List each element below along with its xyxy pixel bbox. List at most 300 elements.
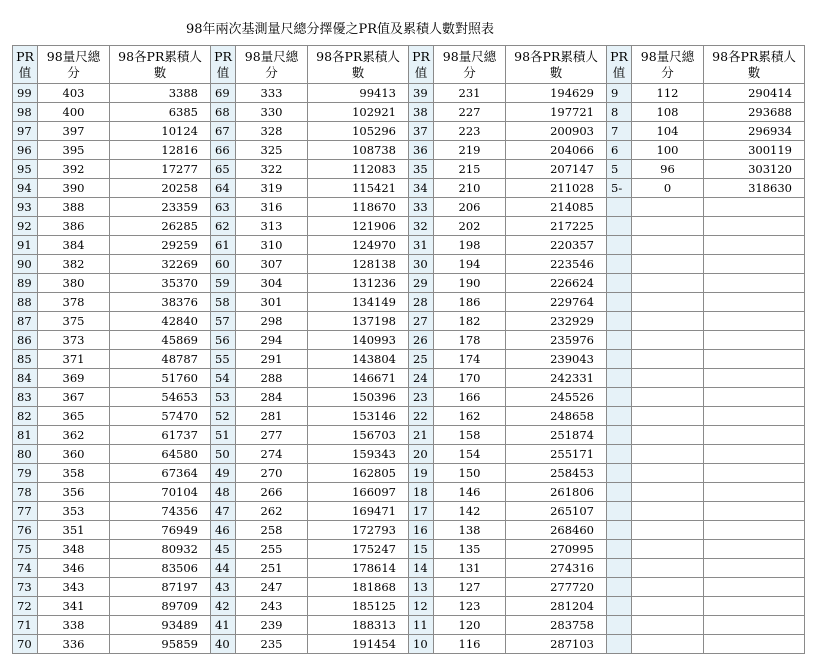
cumulative-cell: 293688 [704,103,805,122]
score-cell: 328 [236,122,308,141]
score-cell [632,388,704,407]
score-cell: 348 [38,540,110,559]
score-cell: 255 [236,540,308,559]
score-cell: 174 [434,350,506,369]
score-cell: 400 [38,103,110,122]
header-pr: PR 值 [13,46,38,84]
pr-cell [607,616,632,635]
score-cell: 304 [236,274,308,293]
pr-cell: 70 [13,635,38,654]
pr-cell: 58 [211,293,236,312]
score-cell: 384 [38,236,110,255]
cumulative-cell: 200903 [506,122,607,141]
page-title: 98年兩次基測量尺總分擇優之PR值及累積人數對照表 [185,22,495,37]
pr-cell: 48 [211,483,236,502]
cumulative-cell: 217225 [506,217,607,236]
cumulative-cell: 112083 [308,160,409,179]
cumulative-cell: 175247 [308,540,409,559]
cumulative-cell: 57470 [110,407,211,426]
pr-cell: 78 [13,483,38,502]
score-cell: 281 [236,407,308,426]
cumulative-cell: 51760 [110,369,211,388]
cumulative-cell: 70104 [110,483,211,502]
score-cell: 343 [38,578,110,597]
pr-cell [607,464,632,483]
cumulative-cell [704,597,805,616]
score-cell [632,559,704,578]
cumulative-cell: 38376 [110,293,211,312]
pr-cell: 6 [607,141,632,160]
score-cell: 142 [434,502,506,521]
score-cell: 120 [434,616,506,635]
pr-cell [607,369,632,388]
cumulative-cell [704,635,805,654]
pr-cell: 89 [13,274,38,293]
score-cell: 235 [236,635,308,654]
score-cell [632,293,704,312]
score-cell [632,616,704,635]
cumulative-cell: 89709 [110,597,211,616]
table-row [13,160,805,179]
cumulative-cell: 204066 [506,141,607,160]
score-cell: 223 [434,122,506,141]
pr-cell: 47 [211,502,236,521]
cumulative-cell: 220357 [506,236,607,255]
cumulative-cell: 102921 [308,103,409,122]
score-cell: 371 [38,350,110,369]
pr-cell: 32 [409,217,434,236]
score-cell [632,483,704,502]
cumulative-cell [704,445,805,464]
score-cell: 390 [38,179,110,198]
cumulative-cell: 283758 [506,616,607,635]
score-cell: 360 [38,445,110,464]
pr-cell: 65 [211,160,236,179]
pr-cell: 17 [409,502,434,521]
score-cell: 356 [38,483,110,502]
cumulative-cell: 42840 [110,312,211,331]
score-cell [632,464,704,483]
pr-cell: 10 [409,635,434,654]
pr-cell: 43 [211,578,236,597]
pr-cell: 85 [13,350,38,369]
cumulative-cell: 124970 [308,236,409,255]
pr-cell: 77 [13,502,38,521]
cumulative-cell: 172793 [308,521,409,540]
pr-cell [607,293,632,312]
pr-cell: 8 [607,103,632,122]
pr-cell: 55 [211,350,236,369]
cumulative-cell: 146671 [308,369,409,388]
score-cell: 190 [434,274,506,293]
header-pr: PR 值 [409,46,434,84]
pr-cell [607,426,632,445]
score-cell: 158 [434,426,506,445]
pr-cell: 94 [13,179,38,198]
pr-cell: 27 [409,312,434,331]
score-cell: 206 [434,198,506,217]
pr-cell: 79 [13,464,38,483]
score-cell: 123 [434,597,506,616]
table-row [13,198,805,217]
pr-cell: 76 [13,521,38,540]
cumulative-cell: 248658 [506,407,607,426]
cumulative-cell: 48787 [110,350,211,369]
pr-cell: 35 [409,160,434,179]
cumulative-cell [704,312,805,331]
cumulative-cell [704,464,805,483]
cumulative-cell: 300119 [704,141,805,160]
cumulative-cell: 45869 [110,331,211,350]
pr-cell: 39 [409,84,434,103]
pr-cell: 75 [13,540,38,559]
score-cell: 294 [236,331,308,350]
table-row [13,483,805,502]
cumulative-cell [704,521,805,540]
pr-cell: 95 [13,160,38,179]
header-score: 98量尺總 分 [434,46,506,84]
pr-cell: 51 [211,426,236,445]
score-cell [632,217,704,236]
cumulative-cell: 35370 [110,274,211,293]
pr-cell: 38 [409,103,434,122]
score-cell: 247 [236,578,308,597]
cumulative-cell: 162805 [308,464,409,483]
header-score: 98量尺總 分 [38,46,110,84]
cumulative-cell: 235976 [506,331,607,350]
cumulative-cell: 137198 [308,312,409,331]
table-row [13,597,805,616]
header-cum: 98各PR累積人 數 [110,46,211,84]
cumulative-cell: 64580 [110,445,211,464]
pr-cell: 88 [13,293,38,312]
score-cell: 131 [434,559,506,578]
pr-cell: 66 [211,141,236,160]
cumulative-cell [704,578,805,597]
pr-cell: 63 [211,198,236,217]
pr-cell: 30 [409,255,434,274]
header-score: 98量尺總 分 [236,46,308,84]
table-row [13,540,805,559]
score-cell: 154 [434,445,506,464]
cumulative-cell: 6385 [110,103,211,122]
cumulative-cell: 61737 [110,426,211,445]
pr-cell: 12 [409,597,434,616]
pr-cell: 46 [211,521,236,540]
cumulative-cell: 156703 [308,426,409,445]
table-row [13,635,805,654]
cumulative-cell: 134149 [308,293,409,312]
table-row [13,388,805,407]
cumulative-cell: 76949 [110,521,211,540]
pr-cell: 20 [409,445,434,464]
pr-cell: 23 [409,388,434,407]
score-cell: 310 [236,236,308,255]
pr-cell: 9 [607,84,632,103]
pr-cell: 52 [211,407,236,426]
cumulative-cell: 232929 [506,312,607,331]
score-cell [632,540,704,559]
score-cell: 215 [434,160,506,179]
cumulative-cell: 303120 [704,160,805,179]
pr-cell: 50 [211,445,236,464]
pr-cell: 41 [211,616,236,635]
pr-cell: 36 [409,141,434,160]
cumulative-cell [704,502,805,521]
pr-cell: 91 [13,236,38,255]
score-cell [632,274,704,293]
pr-cell: 18 [409,483,434,502]
cumulative-cell [704,369,805,388]
score-cell: 358 [38,464,110,483]
score-cell: 127 [434,578,506,597]
score-cell: 316 [236,198,308,217]
table-row [13,236,805,255]
cumulative-cell: 290414 [704,84,805,103]
score-cell: 0 [632,179,704,198]
score-cell [632,502,704,521]
score-cell: 112 [632,84,704,103]
pr-cell: 54 [211,369,236,388]
score-cell: 100 [632,141,704,160]
pr-cell: 99 [13,84,38,103]
cumulative-cell: 251874 [506,426,607,445]
cumulative-cell [704,407,805,426]
cumulative-cell [704,388,805,407]
table-row [13,274,805,293]
pr-cell: 24 [409,369,434,388]
cumulative-cell [704,255,805,274]
table-row [13,312,805,331]
score-cell: 182 [434,312,506,331]
score-cell: 397 [38,122,110,141]
header-cum: 98各PR累積人 數 [308,46,409,84]
cumulative-cell: 223546 [506,255,607,274]
header-score: 98量尺總 分 [632,46,704,84]
score-cell [632,445,704,464]
cumulative-cell [704,274,805,293]
pr-cell: 87 [13,312,38,331]
cumulative-cell: 207147 [506,160,607,179]
pr-cell: 49 [211,464,236,483]
cumulative-cell: 121906 [308,217,409,236]
pr-cell: 28 [409,293,434,312]
score-cell: 231 [434,84,506,103]
pr-cell [607,407,632,426]
cumulative-cell: 131236 [308,274,409,293]
pr-cell [607,217,632,236]
score-cell [632,426,704,445]
cumulative-cell: 277720 [506,578,607,597]
cumulative-cell: 140993 [308,331,409,350]
score-cell: 277 [236,426,308,445]
cumulative-cell: 197721 [506,103,607,122]
score-cell [632,521,704,540]
pr-cell: 21 [409,426,434,445]
pr-cell [607,255,632,274]
pr-cell [607,198,632,217]
table-row [13,103,805,122]
score-cell: 382 [38,255,110,274]
table-row [13,616,805,635]
cumulative-cell: 67364 [110,464,211,483]
pr-cell: 14 [409,559,434,578]
score-cell [632,236,704,255]
pr-cell [607,540,632,559]
score-cell: 202 [434,217,506,236]
table-row [13,350,805,369]
cumulative-cell: 296934 [704,122,805,141]
pr-cell: 45 [211,540,236,559]
cumulative-cell: 105296 [308,122,409,141]
cumulative-cell: 287103 [506,635,607,654]
score-cell [632,312,704,331]
score-cell: 166 [434,388,506,407]
cumulative-cell: 74356 [110,502,211,521]
score-cell [632,597,704,616]
cumulative-cell: 245526 [506,388,607,407]
cumulative-cell [704,198,805,217]
score-cell [632,369,704,388]
pr-cell [607,445,632,464]
pr-cell: 57 [211,312,236,331]
score-cell: 96 [632,160,704,179]
cumulative-cell: 169471 [308,502,409,521]
pr-cell: 13 [409,578,434,597]
score-cell: 227 [434,103,506,122]
pr-cell [607,578,632,597]
cumulative-cell: 191454 [308,635,409,654]
score-cell: 186 [434,293,506,312]
score-cell: 291 [236,350,308,369]
cumulative-cell: 255171 [506,445,607,464]
cumulative-cell: 265107 [506,502,607,521]
pr-cell [607,312,632,331]
score-cell: 336 [38,635,110,654]
cumulative-cell: 214085 [506,198,607,217]
score-cell: 116 [434,635,506,654]
cumulative-cell [704,559,805,578]
pr-cell [607,483,632,502]
cumulative-cell: 80932 [110,540,211,559]
score-cell: 403 [38,84,110,103]
cumulative-cell: 166097 [308,483,409,502]
pr-cell [607,388,632,407]
score-cell [632,578,704,597]
table-row [13,122,805,141]
cumulative-cell: 281204 [506,597,607,616]
pr-cell: 60 [211,255,236,274]
table-row [13,331,805,350]
pr-cell [607,521,632,540]
table-row [13,445,805,464]
cumulative-cell: 17277 [110,160,211,179]
cumulative-cell: 239043 [506,350,607,369]
score-cell: 319 [236,179,308,198]
score-cell: 378 [38,293,110,312]
score-cell [632,198,704,217]
cumulative-cell: 150396 [308,388,409,407]
score-cell: 262 [236,502,308,521]
cumulative-cell: 153146 [308,407,409,426]
cumulative-cell: 188313 [308,616,409,635]
pr-cell: 29 [409,274,434,293]
pr-cell: 62 [211,217,236,236]
score-cell: 351 [38,521,110,540]
score-cell: 362 [38,426,110,445]
table-row [13,559,805,578]
pr-cell: 25 [409,350,434,369]
score-cell: 333 [236,84,308,103]
score-cell: 108 [632,103,704,122]
pr-cell: 16 [409,521,434,540]
cumulative-cell: 181868 [308,578,409,597]
pr-cell [607,635,632,654]
cumulative-cell [704,426,805,445]
pr-cell: 71 [13,616,38,635]
header-pr: PR 值 [607,46,632,84]
score-cell: 239 [236,616,308,635]
cumulative-cell: 3388 [110,84,211,103]
pr-cell: 80 [13,445,38,464]
pr-cell: 19 [409,464,434,483]
score-cell [632,407,704,426]
pr-cell [607,597,632,616]
cumulative-cell: 29259 [110,236,211,255]
pr-cell [607,274,632,293]
cumulative-cell: 143804 [308,350,409,369]
score-cell: 198 [434,236,506,255]
score-cell: 178 [434,331,506,350]
cumulative-cell: 159343 [308,445,409,464]
score-cell: 210 [434,179,506,198]
score-cell: 388 [38,198,110,217]
cumulative-cell: 99413 [308,84,409,103]
pr-cell: 5- [607,179,632,198]
score-cell: 373 [38,331,110,350]
pr-cell: 81 [13,426,38,445]
pr-cell: 93 [13,198,38,217]
pr-cell [607,350,632,369]
cumulative-cell [704,293,805,312]
score-cell: 386 [38,217,110,236]
score-cell [632,331,704,350]
cumulative-cell [704,331,805,350]
score-cell [632,350,704,369]
pr-cell: 7 [607,122,632,141]
cumulative-cell: 26285 [110,217,211,236]
score-cell [632,255,704,274]
cumulative-cell: 274316 [506,559,607,578]
pr-cell: 15 [409,540,434,559]
pr-cell: 86 [13,331,38,350]
cumulative-cell: 270995 [506,540,607,559]
pr-cell: 56 [211,331,236,350]
score-cell: 330 [236,103,308,122]
cumulative-cell: 20258 [110,179,211,198]
pr-cell: 53 [211,388,236,407]
score-cell: 150 [434,464,506,483]
pr-cell: 5 [607,160,632,179]
pr-cell: 83 [13,388,38,407]
cumulative-cell: 10124 [110,122,211,141]
score-cell: 284 [236,388,308,407]
pr-cell: 22 [409,407,434,426]
score-cell: 243 [236,597,308,616]
pr-cell: 44 [211,559,236,578]
table-row [13,464,805,483]
cumulative-cell: 115421 [308,179,409,198]
